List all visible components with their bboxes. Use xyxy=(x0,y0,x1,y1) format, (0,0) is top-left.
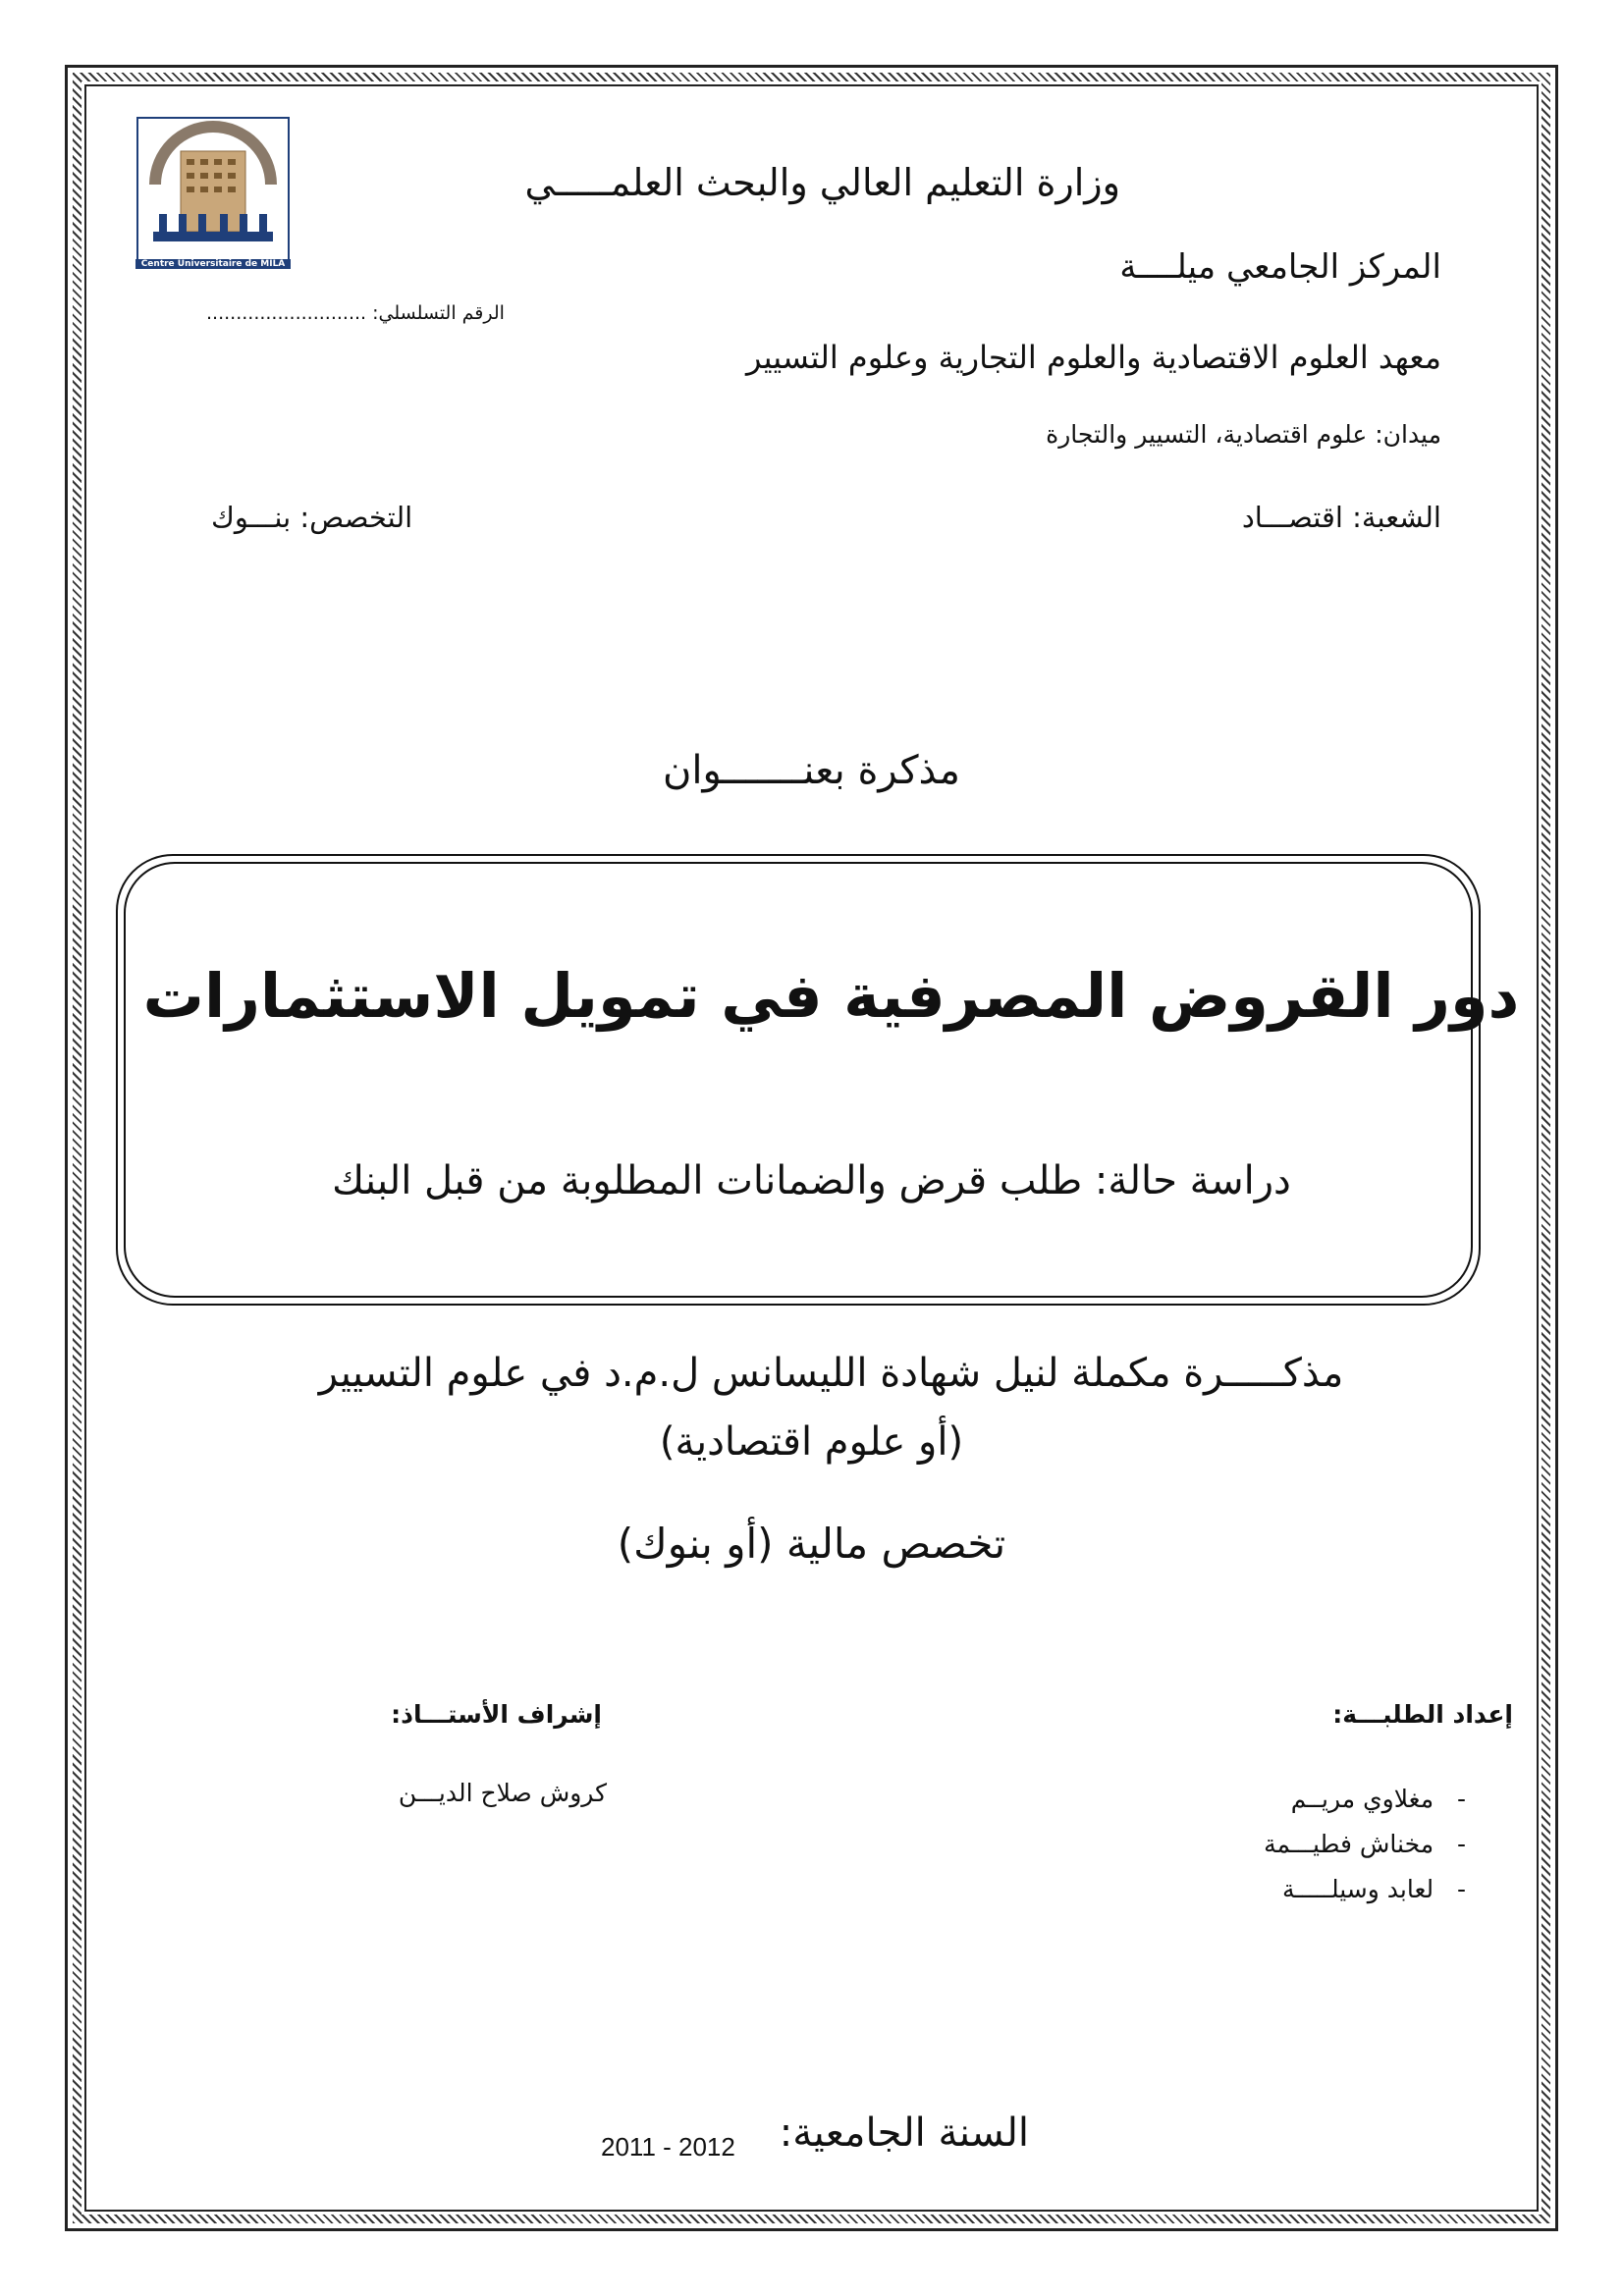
student-bullet: - xyxy=(1434,1830,1466,1858)
university-logo xyxy=(135,116,291,271)
supervisor-name: كروش صلاح الديـــن xyxy=(398,1779,607,1807)
academic-year-label: السنة الجامعية: xyxy=(779,2110,1029,2156)
supervisor-label: إشراف الأستـــاذ: xyxy=(391,1700,602,1729)
student-name: لعابد وسيلـــــة xyxy=(1281,1875,1434,1903)
student-bullet: - xyxy=(1434,1785,1466,1813)
logo-caption: Centre Universitaire de MILA xyxy=(135,259,291,269)
memo-heading: مذكرة بعنـــــــوان xyxy=(663,748,960,793)
thesis-title: دور القروض المصرفية في تمويل الاستثمارات xyxy=(142,960,1520,1032)
student-item xyxy=(1291,1785,1466,1813)
academic-year-value: 2011 - 2012 xyxy=(601,2132,735,2162)
serial-number: الرقم التسلسلي: ........................... xyxy=(206,302,505,324)
title-box-inner xyxy=(124,862,1473,1298)
student-bullet: - xyxy=(1434,1875,1466,1903)
student-item xyxy=(1282,1875,1466,1903)
students-label: إعداد الطلبـــة: xyxy=(1332,1700,1513,1729)
degree-alt: (أو علوم اقتصادية) xyxy=(659,1419,964,1465)
institute-name: معهد العلوم الاقتصادية والعلوم التجارية وعلوم التسيير xyxy=(745,339,1441,376)
ministry-name: وزارة التعليم العالي والبحث العلمـــــي xyxy=(524,161,1120,204)
specialization: تخصص مالية (أو بنوك) xyxy=(617,1520,1006,1568)
university-center: المركز الجامعي ميلــــة xyxy=(1119,247,1441,287)
branch-line: الشعبة: اقتصـــاد xyxy=(1241,501,1441,534)
student-name: مغلاوي مريــم xyxy=(1290,1785,1434,1813)
degree-line: مذكـــــرة مكملة لنيل شهادة الليسانس ل.م.د في علوم التسيير xyxy=(318,1351,1344,1396)
field-line: ميدان: علوم اقتصادية، التسيير والتجارة xyxy=(1046,420,1441,449)
specialty-line: التخصص: بنـــوك xyxy=(211,501,413,534)
student-item xyxy=(1264,1830,1466,1858)
case-study: دراسة حالة: طلب قرض والضمانات المطلوبة من قبل البنك xyxy=(332,1158,1291,1203)
student-name: مخناش فطيـــمة xyxy=(1264,1830,1434,1858)
